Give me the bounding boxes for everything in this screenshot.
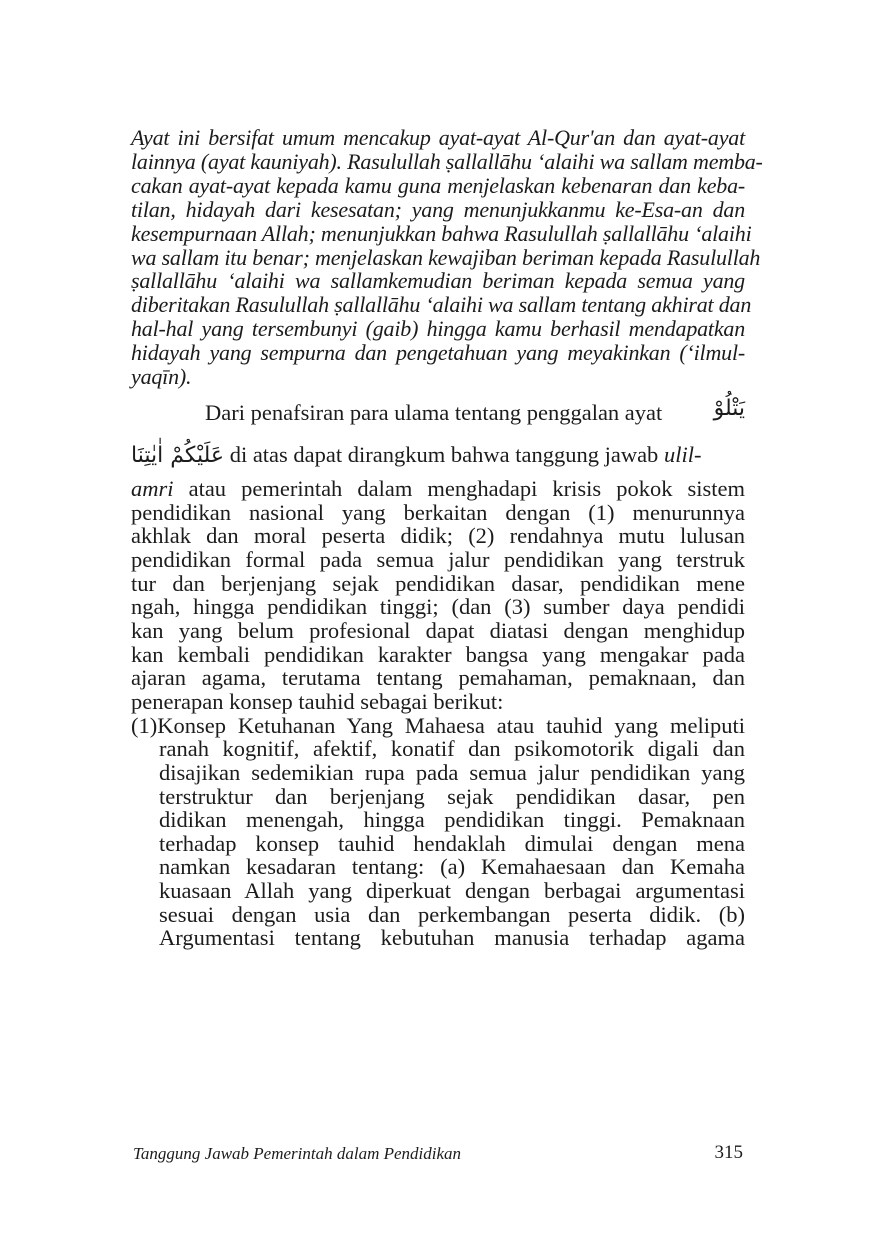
text-line: terstruktur dan berjenjang sejak pendidikan dasar, pen [159,783,745,809]
italic-paragraph [131,125,763,390]
paragraph-intro: Dari penafsiran para ulama tentang penggalan ayat [205,399,663,425]
text-line: akhlak dan moral peserta didik; (2) rendahnya mutu lulusan [131,523,745,549]
text-span: di atas dapat dirangkum bahwa tanggung jawab [229,441,659,467]
text-line: sesuai dengan usia dan perkembangan peserta didik. (b) [159,901,745,927]
text-line: terhadap konsep tauhid hendaklah dimulai dengan mena [159,830,745,856]
text-line: kan kembali pendidikan karakter bangsa yang mengakar pada [131,641,745,667]
text-line: namkan kesadaran tentang: (a) Kemahaesaan dan Kemaha [159,854,745,880]
text-line: kan yang belum profesional dapat diatasi dengan menghidup [131,617,745,643]
text-line: pendidikan formal pada semua jalur pendidikan yang terstruk [131,546,745,572]
arabic-phrase: يَتْلُوْ [713,395,745,421]
text-line [131,477,745,501]
text-line: Argumentasi tentang kebutuhan manusia terhadap agama [159,925,745,951]
list-item [131,714,745,951]
text-line-with-arabic [131,433,745,477]
text-line: pendidikan nasional yang berkaitan dengan (1) menurunnya [131,499,745,525]
text-line: disajikan sedemikian rupa pada semua jalur pendidikan yang [159,759,745,785]
text-line: yaqīn). [131,364,192,390]
text-line: kuasaan Allah yang diperkuat dengan berbagai argumentasi [159,878,745,904]
text-line: ranah kognitif, afektif, konatif dan psikomotorik digali dan [159,736,745,762]
text-line-with-arabic [131,393,745,433]
text-span: atau pemerintah dalam menghadapi krisis pokok sistem [188,475,746,501]
running-title: Tanggung Jawab Pemerintah dalam Pendidikan [133,1144,462,1163]
text-line: cakan ayat-ayat kepada kamu guna menjelaskan kebenaran dan keba- [131,172,745,198]
text-line: didikan menengah, hingga pendidikan tinggi. Pemaknaan [159,807,745,833]
text-line: ajaran agama, terutama tentang pemahaman, pemaknaan, dan [131,665,745,691]
text-line: wa sallam itu benar; menjelaskan kewajiban beriman kepada Rasulullah [131,244,761,270]
main-paragraph [131,393,745,714]
italic-term: amri [131,475,174,501]
text-line: Ayat ini bersifat umum mencakup ayat-ayat Al-Qur'an dan ayat-ayat [131,125,745,150]
text-line: kesempurnaan Allah; menunjukkan bahwa Rasulullah ṣallallāhu ‘alaihi [131,220,752,246]
text-line: ngah, hingga pendidikan tinggi; (dan (3) sumber daya pendidi [131,594,745,620]
text-line: diberitakan Rasulullah ṣallallāhu ‘alaihi wa sallam tentang akhirat dan [131,292,752,318]
page-number: 315 [714,1142,743,1163]
arabic-phrase: عَلَيْكُمْ اٰيٰتِنَا [131,442,225,468]
text-line: lainnya (ayat kauniyah). Rasulullah ṣallallāhu ‘alaihi wa sallam memba- [131,148,763,174]
text-line: ṣallallāhu ‘alaihi wa sallamkemudian beriman kepada semua yang [131,268,745,294]
page-body [131,125,763,951]
text-line: tilan, hidayah dari kesesatan; yang menunjukkanmu ke-Esa-an dan [131,196,745,222]
text-line: hal-hal yang tersembunyi (gaib) hingga kamu berhasil mendapatkan [131,316,745,342]
text-line: tur dan berjenjang sejak pendidikan dasar, pendidikan mene [131,570,745,596]
italic-term: ulil- [663,441,702,467]
text-line: (1)Konsep Ketuhanan Yang Mahaesa atau tauhid yang meliputi [131,712,745,738]
text-line: hidayah yang sempurna dan pengetahuan yang meyakinkan (‘ilmul- [131,340,745,366]
text-line: penerapan konsep tauhid sebagai berikut: [131,688,504,714]
